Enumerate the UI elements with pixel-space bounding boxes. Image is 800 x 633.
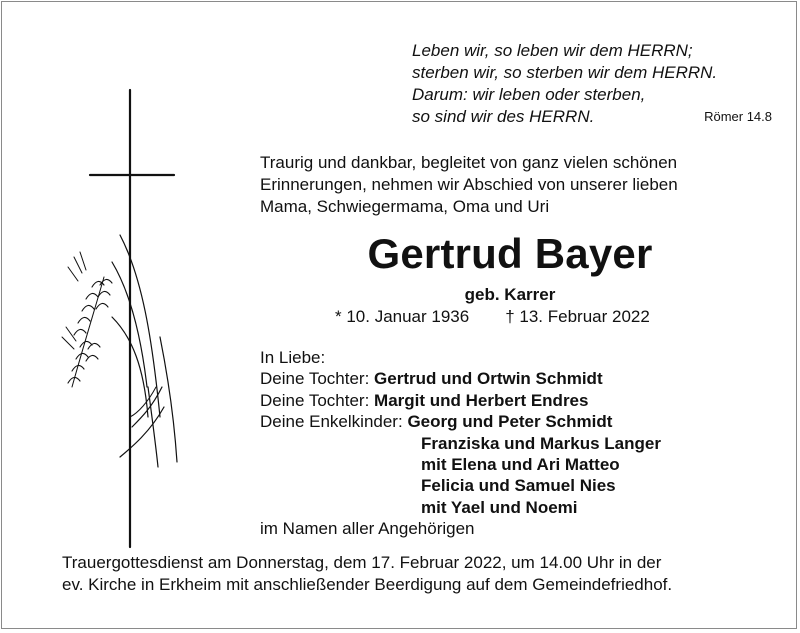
verse-line: so sind wir des HERRN. xyxy=(412,107,595,126)
cross-with-wheat-icon xyxy=(52,87,212,557)
intro-text xyxy=(260,152,760,218)
relation-label: Deine Tochter: xyxy=(260,390,370,410)
mourner-row xyxy=(260,368,760,389)
intro-line: Mama, Schwiegermama, Oma und Uri xyxy=(260,197,550,216)
mourner-row xyxy=(260,454,760,475)
relation-label: Deine Enkelkinder: xyxy=(260,412,403,432)
mourner-row xyxy=(260,497,760,518)
mourner-names: Felicia und Samuel Nies xyxy=(421,476,616,496)
mourner-names: Georg und Peter Schmidt xyxy=(407,412,613,432)
mourner-names: Franziska und Markus Langer xyxy=(421,433,661,453)
birth-date: * 10. Januar 1936 xyxy=(335,307,470,326)
verse-reference: Römer 14.8 xyxy=(704,109,772,124)
obituary-notice xyxy=(1,1,797,629)
relation-label: Deine Tochter: xyxy=(260,369,370,389)
mourner-row xyxy=(260,390,760,411)
mourner-names: mit Elena und Ari Matteo xyxy=(421,455,620,475)
mourner-names: Gertrud und Ortwin Schmidt xyxy=(374,369,603,389)
life-dates xyxy=(335,307,650,327)
mourner-row xyxy=(260,433,760,454)
service-line: Trauergottesdienst am Donnerstag, dem 17. Februar 2022, um 14.00 Uhr in der xyxy=(62,553,662,572)
verse-line: Leben wir, so leben wir dem HERRN; xyxy=(412,41,693,60)
intro-line: Erinnerungen, nehmen wir Abschied von unserer lieben xyxy=(260,175,678,194)
mourners-heading: In Liebe: xyxy=(260,348,326,367)
mourner-names: Margit und Herbert Endres xyxy=(374,390,589,410)
maiden-name: geb. Karrer xyxy=(464,285,556,304)
mourners-closing: im Namen aller Angehörigen xyxy=(260,519,475,539)
funeral-service-info xyxy=(62,552,762,596)
verse-line: sterben wir, so sterben wir dem HERRN. xyxy=(412,63,718,82)
bible-verse xyxy=(412,40,772,128)
verse-line: Darum: wir leben oder sterben, xyxy=(412,85,646,104)
mourner-row xyxy=(260,411,760,432)
deceased-name: Gertrud Bayer xyxy=(367,230,653,277)
mourner-names: mit Yael und Noemi xyxy=(421,497,578,517)
death-date: † 13. Februar 2022 xyxy=(505,307,650,326)
service-line: ev. Kirche in Erkheim mit anschließender Beerdigung auf dem Gemeindefriedhof. xyxy=(62,575,673,594)
mourners-list xyxy=(260,347,760,540)
mourner-row xyxy=(260,475,760,496)
intro-line: Traurig und dankbar, begleitet von ganz vielen schönen xyxy=(260,153,678,172)
